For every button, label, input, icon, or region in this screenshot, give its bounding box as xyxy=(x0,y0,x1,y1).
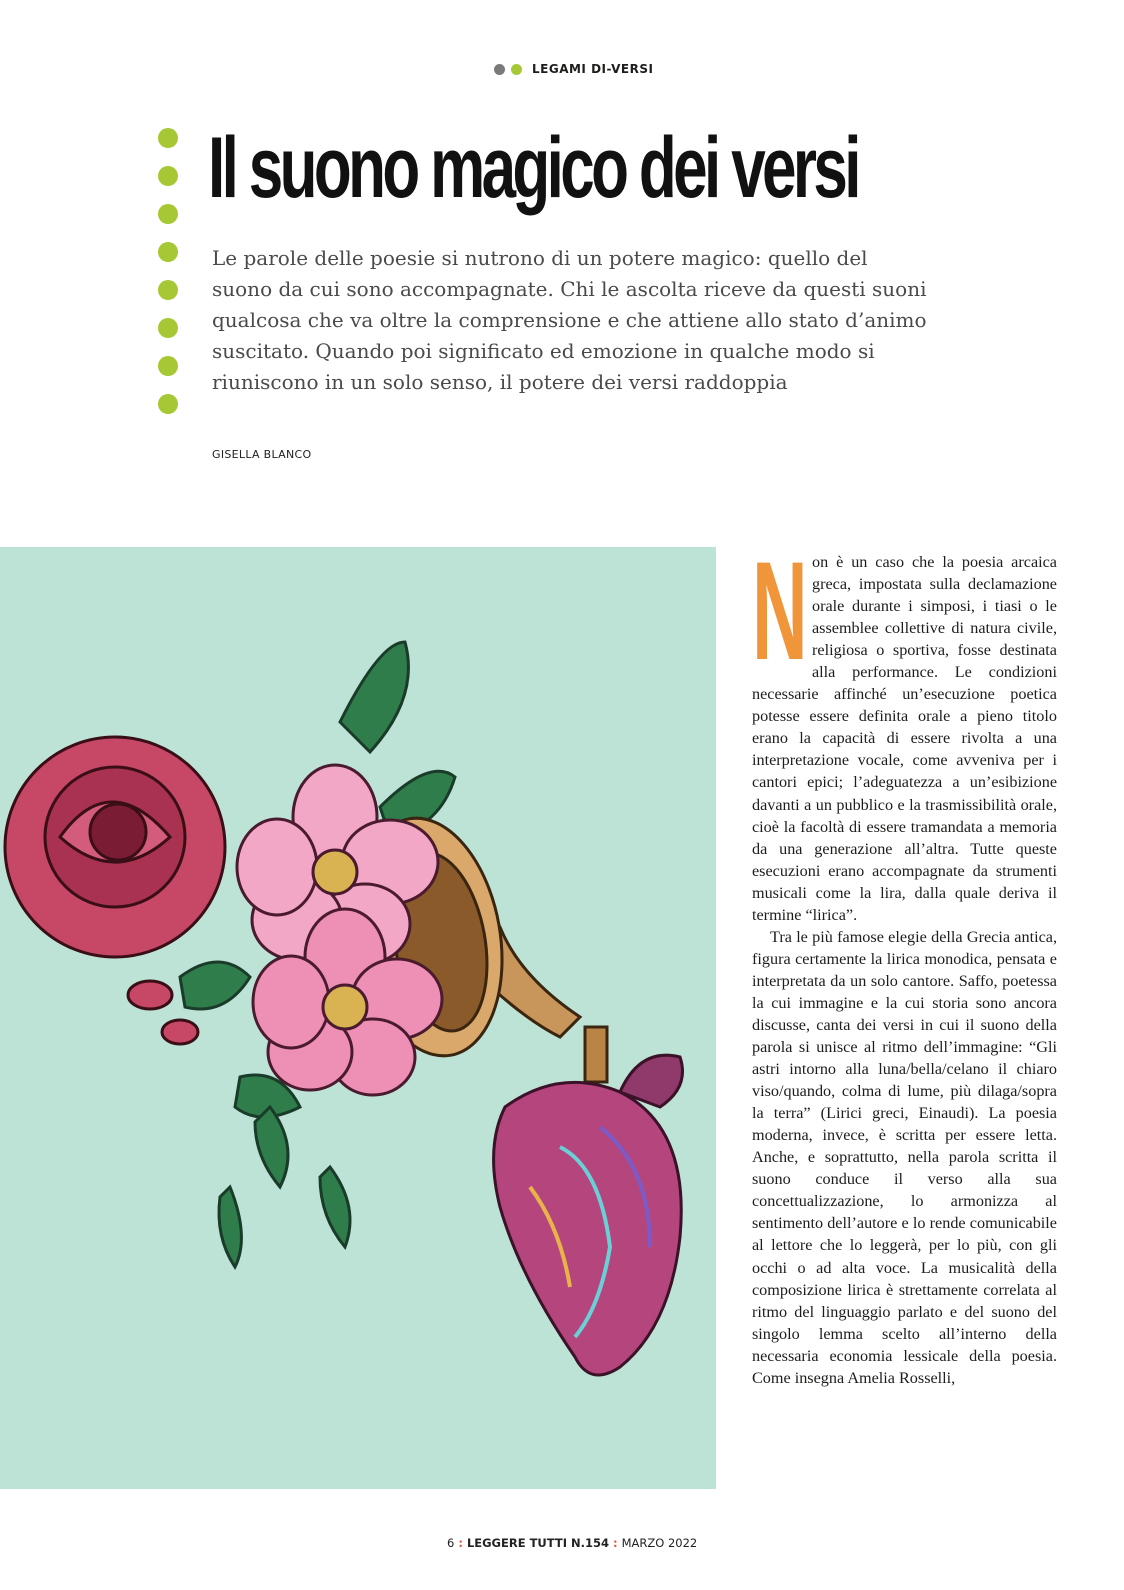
body-paragraph: Tra le più famose elegie della Grecia antica, figura certamente la lirica monodica, pensata e interpretata da un solo cantore. Saffo, poetessa la cui immagine e la cui storia sono ancora discusse, canta dei versi in cui il suono della parola si unisce al ritmo dell’immagine: “Gli astri intorno alla luna/bella/celano il chiaro viso/quando, colma di lume, più dilaga/sopra la terra” (Lirici greci, Einaudi). La poesia moderna, invece, è scritta per essere letta. Anche, e soprattutto, nella parola scritta il suono conduce il verso alla sua concettualizzazione, lo armonizza al sentimento dell’autore e lo rende comunicabile al lettore che lo leggerà, per lo più, con gli occhi o ad alta voce. La musicalità della composizione lirica è strettamente correlata al ritmo del linguaggio parlato e del suono del singolo lemma scelto all’interno della necessaria economia lessicale della poesia. Come insegna Amelia Rosselli, xyxy=(752,927,1057,1387)
drop-cap: N xyxy=(752,532,808,689)
illustration-flowers-heart xyxy=(0,547,716,1489)
page-footer xyxy=(447,1536,697,1550)
green-dot-icon xyxy=(158,394,178,414)
green-dot-icon xyxy=(158,318,178,338)
section-label: LEGAMI DI-VERSI xyxy=(532,62,654,76)
section-tag xyxy=(494,62,653,76)
green-dot-icon xyxy=(158,204,178,224)
page-number: 6 xyxy=(447,1536,455,1550)
article-title: Il suono magico dei versi xyxy=(208,120,858,216)
green-dot-icon xyxy=(158,166,178,186)
green-dot-icon xyxy=(158,356,178,376)
article-lede: Le parole delle poesie si nutrono di un potere magico: quello del suono da cui sono accompagnate. Chi le ascolta riceve da questi suoni qualcosa che va oltre la comprensione e che attiene allo stato d’animo suscitato. Quando poi significato ed emozione in qualche modo si riuniscono in un solo senso, il potere dei versi raddoppia xyxy=(212,246,927,394)
issue-date: MARZO 2022 xyxy=(621,1536,698,1550)
body-paragraph: on è un caso che la poesia arcaica greca, impostata sulla declamazione orale durante i simposi, i tiasi o le assemblee collettive di natura civile, religiosa o sportiva, fosse destinata alla performance. Le condizioni necessarie affinché un’esecuzione poetica potesse essere definita orale a pieno titolo erano la capacità di essere rivolta a una interpretazione vocale, come avveniva per i cantori epici; l’adeguatezza a un’esibizione davanti a un pubblico e la trasmissibilità orale, cioè la facoltà di essere tramandata a memoria da una generazione all’altra. Tutte queste esecuzioni erano accompagnate da strumenti musicali come la lira, dalla quale deriva il termine “lirica”. xyxy=(752,553,1057,924)
footer-separator: : xyxy=(613,1536,618,1550)
green-dot-icon xyxy=(158,280,178,300)
magazine-issue: LEGGERE TUTTI N.154 xyxy=(466,1536,609,1550)
green-dot-icon xyxy=(158,242,178,262)
footer-separator: : xyxy=(458,1536,463,1550)
green-dot-icon xyxy=(158,128,178,148)
author-byline: GISELLA BLANCO xyxy=(212,448,312,461)
article-body xyxy=(752,532,1057,1389)
green-dot-icon xyxy=(511,64,522,75)
grey-dot-icon xyxy=(494,64,505,75)
